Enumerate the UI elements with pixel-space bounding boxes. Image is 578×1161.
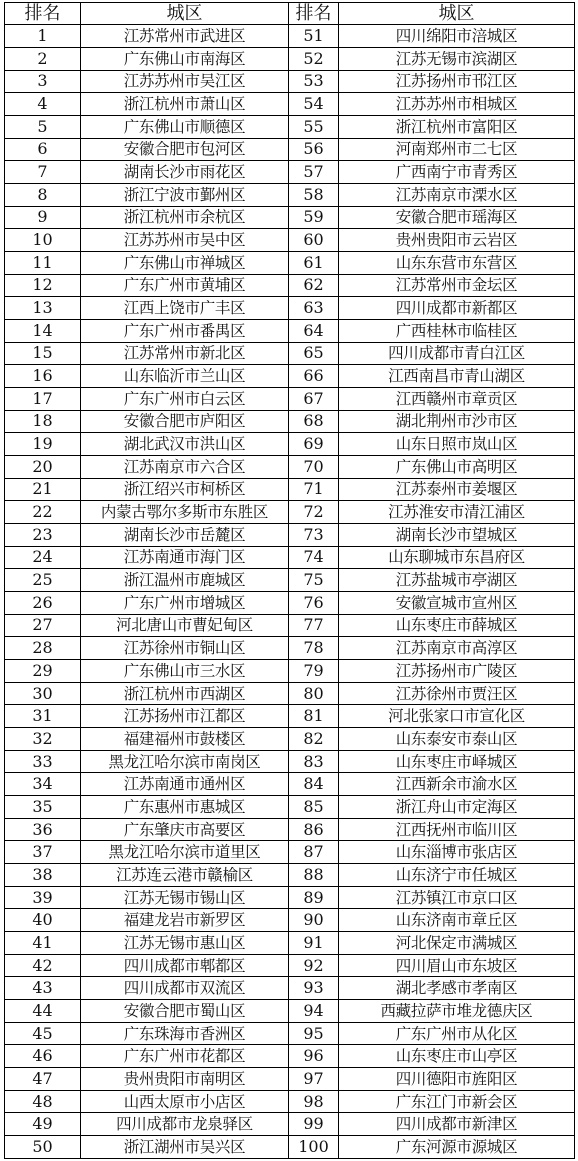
district-right-cell: 河北张家口市宣化区 [339,705,575,728]
rank-right-cell: 99 [289,1113,339,1136]
rank-left-cell: 39 [5,886,81,909]
ranking-table [4,2,575,1159]
district-right-cell: 湖南长沙市望城区 [339,523,575,546]
district-right-cell: 广西桂林市临桂区 [339,319,575,342]
table-row [5,841,575,864]
district-right-cell: 江西赣州市章贡区 [339,387,575,410]
rank-left-cell: 7 [5,161,81,184]
district-right-cell: 江苏盐城市亭湖区 [339,569,575,592]
district-left-cell: 广东惠州市惠城区 [81,796,289,819]
district-left-cell: 广东佛山市禅城区 [81,251,289,274]
rank-right-cell: 70 [289,455,339,478]
rank-left-cell: 49 [5,1113,81,1136]
table-header [5,3,575,25]
district-right-cell: 江苏淮安市清江浦区 [339,501,575,524]
rank-right-cell: 63 [289,297,339,320]
rank-right-cell: 69 [289,433,339,456]
header-rank-left: 排名 [5,3,81,25]
rank-right-cell: 75 [289,569,339,592]
district-left-cell: 河北唐山市曹妃甸区 [81,614,289,637]
rank-left-cell: 47 [5,1068,81,1091]
district-left-cell: 江苏无锡市惠山区 [81,932,289,955]
rank-left-cell: 29 [5,660,81,683]
district-right-cell: 四川眉山市东坡区 [339,954,575,977]
rank-right-cell: 89 [289,886,339,909]
district-right-cell: 山东淄博市张店区 [339,841,575,864]
district-right-cell: 山东日照市岚山区 [339,433,575,456]
table-row [5,864,575,887]
rank-left-cell: 2 [5,47,81,70]
table-row [5,478,575,501]
table-row [5,183,575,206]
district-right-cell: 江苏扬州市邗江区 [339,70,575,93]
district-left-cell: 湖南长沙市雨花区 [81,161,289,184]
table-row [5,25,575,48]
district-left-cell: 浙江杭州市西湖区 [81,682,289,705]
table-row [5,342,575,365]
district-right-cell: 山东枣庄市薛城区 [339,614,575,637]
rank-right-cell: 56 [289,138,339,161]
district-left-cell: 江苏苏州市吴中区 [81,229,289,252]
rank-right-cell: 72 [289,501,339,524]
rank-right-cell: 58 [289,183,339,206]
rank-right-cell: 86 [289,818,339,841]
rank-right-cell: 52 [289,47,339,70]
district-right-cell: 浙江舟山市定海区 [339,796,575,819]
rank-right-cell: 59 [289,206,339,229]
district-left-cell: 安徽合肥市蜀山区 [81,1000,289,1023]
rank-right-cell: 82 [289,728,339,751]
rank-left-cell: 14 [5,319,81,342]
table-row [5,660,575,683]
rank-left-cell: 21 [5,478,81,501]
rank-left-cell: 41 [5,932,81,955]
table-row [5,1090,575,1113]
rank-right-cell: 79 [289,660,339,683]
header-district-left: 城区 [81,3,289,25]
rank-left-cell: 28 [5,637,81,660]
rank-left-cell: 31 [5,705,81,728]
rank-left-cell: 34 [5,773,81,796]
rank-left-cell: 9 [5,206,81,229]
rank-left-cell: 8 [5,183,81,206]
district-left-cell: 广东珠海市香洲区 [81,1022,289,1045]
rank-right-cell: 98 [289,1090,339,1113]
rank-right-cell: 62 [289,274,339,297]
rank-right-cell: 68 [289,410,339,433]
district-left-cell: 广东广州市番禺区 [81,319,289,342]
district-left-cell: 江苏南通市通州区 [81,773,289,796]
rank-right-cell: 57 [289,161,339,184]
district-left-cell: 湖南长沙市岳麓区 [81,523,289,546]
district-left-cell: 福建龙岩市新罗区 [81,909,289,932]
rank-left-cell: 46 [5,1045,81,1068]
table-row [5,886,575,909]
district-left-cell: 江苏南京市六合区 [81,455,289,478]
district-right-cell: 山东枣庄市峄城区 [339,750,575,773]
district-left-cell: 安徽合肥市庐阳区 [81,410,289,433]
district-right-cell: 浙江杭州市富阳区 [339,115,575,138]
table-row [5,455,575,478]
district-left-cell: 广东佛山市三水区 [81,660,289,683]
rank-left-cell: 18 [5,410,81,433]
district-right-cell: 安徽合肥市瑶海区 [339,206,575,229]
district-left-cell: 广东广州市黄埔区 [81,274,289,297]
rank-right-cell: 71 [289,478,339,501]
rank-right-cell: 91 [289,932,339,955]
table-row [5,546,575,569]
rank-left-cell: 50 [5,1136,81,1159]
rank-left-cell: 44 [5,1000,81,1023]
table-row [5,614,575,637]
rank-left-cell: 17 [5,387,81,410]
rank-right-cell: 95 [289,1022,339,1045]
table-row [5,297,575,320]
district-left-cell: 浙江杭州市余杭区 [81,206,289,229]
rank-right-cell: 92 [289,954,339,977]
district-right-cell: 江西新余市渝水区 [339,773,575,796]
table-row [5,206,575,229]
district-left-cell: 江苏扬州市江都区 [81,705,289,728]
table-row [5,410,575,433]
rank-right-cell: 90 [289,909,339,932]
table-row [5,387,575,410]
district-left-cell: 广东肇庆市高要区 [81,818,289,841]
rank-left-cell: 15 [5,342,81,365]
district-left-cell: 广东佛山市南海区 [81,47,289,70]
rank-right-cell: 78 [289,637,339,660]
table-row [5,251,575,274]
rank-right-cell: 60 [289,229,339,252]
district-left-cell: 山东临沂市兰山区 [81,365,289,388]
rank-left-cell: 3 [5,70,81,93]
table-row [5,47,575,70]
table-row [5,1136,575,1159]
table-row [5,365,575,388]
district-left-cell: 广东佛山市顺德区 [81,115,289,138]
district-left-cell: 浙江杭州市萧山区 [81,93,289,116]
rank-left-cell: 10 [5,229,81,252]
table-row [5,1000,575,1023]
table-row [5,70,575,93]
rank-left-cell: 12 [5,274,81,297]
rank-right-cell: 66 [289,365,339,388]
rank-left-cell: 30 [5,682,81,705]
rank-left-cell: 20 [5,455,81,478]
district-left-cell: 山西太原市小店区 [81,1090,289,1113]
rank-left-cell: 45 [5,1022,81,1045]
rank-left-cell: 40 [5,909,81,932]
district-right-cell: 广东佛山市高明区 [339,455,575,478]
rank-left-cell: 13 [5,297,81,320]
table-row [5,319,575,342]
rank-right-cell: 74 [289,546,339,569]
rank-left-cell: 27 [5,614,81,637]
district-left-cell: 四川成都市双流区 [81,977,289,1000]
district-right-cell: 四川成都市青白江区 [339,342,575,365]
rank-right-cell: 100 [289,1136,339,1159]
district-right-cell: 江苏常州市金坛区 [339,274,575,297]
rank-left-cell: 42 [5,954,81,977]
rank-left-cell: 26 [5,591,81,614]
rank-right-cell: 87 [289,841,339,864]
header-district-right: 城区 [339,3,575,25]
district-right-cell: 四川成都市新津区 [339,1113,575,1136]
district-right-cell: 湖北孝感市孝南区 [339,977,575,1000]
district-left-cell: 广东广州市白云区 [81,387,289,410]
table-row [5,1113,575,1136]
district-right-cell: 山东泰安市泰山区 [339,728,575,751]
table-row [5,773,575,796]
district-right-cell: 山东聊城市东昌府区 [339,546,575,569]
district-left-cell: 江苏苏州市吴江区 [81,70,289,93]
district-left-cell: 江苏常州市新北区 [81,342,289,365]
table-row [5,682,575,705]
district-left-cell: 四川成都市龙泉驿区 [81,1113,289,1136]
district-right-cell: 江苏苏州市相城区 [339,93,575,116]
district-right-cell: 江苏徐州市贾汪区 [339,682,575,705]
rank-left-cell: 25 [5,569,81,592]
table-row [5,705,575,728]
district-left-cell: 浙江宁波市鄞州区 [81,183,289,206]
table-row [5,818,575,841]
rank-left-cell: 33 [5,750,81,773]
rank-left-cell: 38 [5,864,81,887]
header-row [5,3,575,25]
district-right-cell: 四川成都市新都区 [339,297,575,320]
district-left-cell: 浙江绍兴市柯桥区 [81,478,289,501]
table-row [5,1022,575,1045]
rank-left-cell: 11 [5,251,81,274]
rank-left-cell: 48 [5,1090,81,1113]
district-right-cell: 广西南宁市青秀区 [339,161,575,184]
rank-right-cell: 76 [289,591,339,614]
table-row [5,932,575,955]
district-right-cell: 山东济南市章丘区 [339,909,575,932]
district-right-cell: 江苏南京市溧水区 [339,183,575,206]
district-left-cell: 黑龙江哈尔滨市南岗区 [81,750,289,773]
district-right-cell: 西藏拉萨市堆龙德庆区 [339,1000,575,1023]
table-row [5,229,575,252]
rank-right-cell: 61 [289,251,339,274]
table-row [5,909,575,932]
table-row [5,750,575,773]
table-row [5,274,575,297]
table-row [5,501,575,524]
district-right-cell: 江苏扬州市广陵区 [339,660,575,683]
district-left-cell: 四川成都市郫都区 [81,954,289,977]
district-right-cell: 广东河源市源城区 [339,1136,575,1159]
district-left-cell: 广东广州市增城区 [81,591,289,614]
district-right-cell: 江西抚州市临川区 [339,818,575,841]
rank-left-cell: 6 [5,138,81,161]
rank-left-cell: 23 [5,523,81,546]
rank-left-cell: 36 [5,818,81,841]
rank-right-cell: 51 [289,25,339,48]
table-row [5,977,575,1000]
district-left-cell: 广东广州市花都区 [81,1045,289,1068]
district-right-cell: 江苏镇江市京口区 [339,886,575,909]
rank-left-cell: 16 [5,365,81,388]
district-right-cell: 江苏泰州市姜堰区 [339,478,575,501]
district-left-cell: 内蒙古鄂尔多斯市东胜区 [81,501,289,524]
rank-right-cell: 64 [289,319,339,342]
district-right-cell: 贵州贵阳市云岩区 [339,229,575,252]
district-left-cell: 江苏连云港市赣榆区 [81,864,289,887]
district-right-cell: 山东东营市东营区 [339,251,575,274]
table-row [5,433,575,456]
district-right-cell: 江苏南京市高淳区 [339,637,575,660]
rank-left-cell: 4 [5,93,81,116]
rank-right-cell: 80 [289,682,339,705]
rank-right-cell: 53 [289,70,339,93]
district-right-cell: 广东广州市从化区 [339,1022,575,1045]
table-row [5,954,575,977]
rank-right-cell: 54 [289,93,339,116]
table-row [5,637,575,660]
district-left-cell: 江苏南通市海门区 [81,546,289,569]
district-left-cell: 福建福州市鼓楼区 [81,728,289,751]
district-left-cell: 浙江温州市鹿城区 [81,569,289,592]
table-row [5,161,575,184]
district-right-cell: 安徽宣城市宣州区 [339,591,575,614]
rank-left-cell: 5 [5,115,81,138]
rank-right-cell: 93 [289,977,339,1000]
rank-right-cell: 81 [289,705,339,728]
district-left-cell: 江苏无锡市锡山区 [81,886,289,909]
district-left-cell: 浙江湖州市吴兴区 [81,1136,289,1159]
district-right-cell: 四川绵阳市涪城区 [339,25,575,48]
table-row [5,1045,575,1068]
rank-right-cell: 67 [289,387,339,410]
table-row [5,796,575,819]
table-body [5,25,575,1159]
table-row [5,728,575,751]
district-right-cell: 河南郑州市二七区 [339,138,575,161]
rank-left-cell: 1 [5,25,81,48]
district-left-cell: 贵州贵阳市南明区 [81,1068,289,1091]
rank-right-cell: 73 [289,523,339,546]
district-right-cell: 江苏无锡市滨湖区 [339,47,575,70]
header-rank-right: 排名 [289,3,339,25]
rank-left-cell: 24 [5,546,81,569]
table-row [5,93,575,116]
rank-left-cell: 43 [5,977,81,1000]
table-row [5,1068,575,1091]
rank-right-cell: 85 [289,796,339,819]
rank-left-cell: 22 [5,501,81,524]
district-left-cell: 江苏常州市武进区 [81,25,289,48]
rank-left-cell: 37 [5,841,81,864]
table-row [5,115,575,138]
district-right-cell: 河北保定市满城区 [339,932,575,955]
rank-right-cell: 84 [289,773,339,796]
rank-left-cell: 32 [5,728,81,751]
rank-left-cell: 35 [5,796,81,819]
district-left-cell: 江西上饶市广丰区 [81,297,289,320]
district-left-cell: 安徽合肥市包河区 [81,138,289,161]
district-right-cell: 山东枣庄市山亭区 [339,1045,575,1068]
rank-right-cell: 77 [289,614,339,637]
table-row [5,569,575,592]
district-left-cell: 黑龙江哈尔滨市道里区 [81,841,289,864]
district-right-cell: 广东江门市新会区 [339,1090,575,1113]
district-right-cell: 四川德阳市旌阳区 [339,1068,575,1091]
rank-right-cell: 83 [289,750,339,773]
district-right-cell: 湖北荆州市沙市区 [339,410,575,433]
district-left-cell: 江苏徐州市铜山区 [81,637,289,660]
district-right-cell: 山东济宁市任城区 [339,864,575,887]
table-row [5,138,575,161]
district-right-cell: 江西南昌市青山湖区 [339,365,575,388]
rank-right-cell: 96 [289,1045,339,1068]
rank-right-cell: 94 [289,1000,339,1023]
rank-right-cell: 65 [289,342,339,365]
district-left-cell: 湖北武汉市洪山区 [81,433,289,456]
rank-right-cell: 55 [289,115,339,138]
rank-left-cell: 19 [5,433,81,456]
rank-right-cell: 97 [289,1068,339,1091]
table-row [5,591,575,614]
rank-right-cell: 88 [289,864,339,887]
table-row [5,523,575,546]
